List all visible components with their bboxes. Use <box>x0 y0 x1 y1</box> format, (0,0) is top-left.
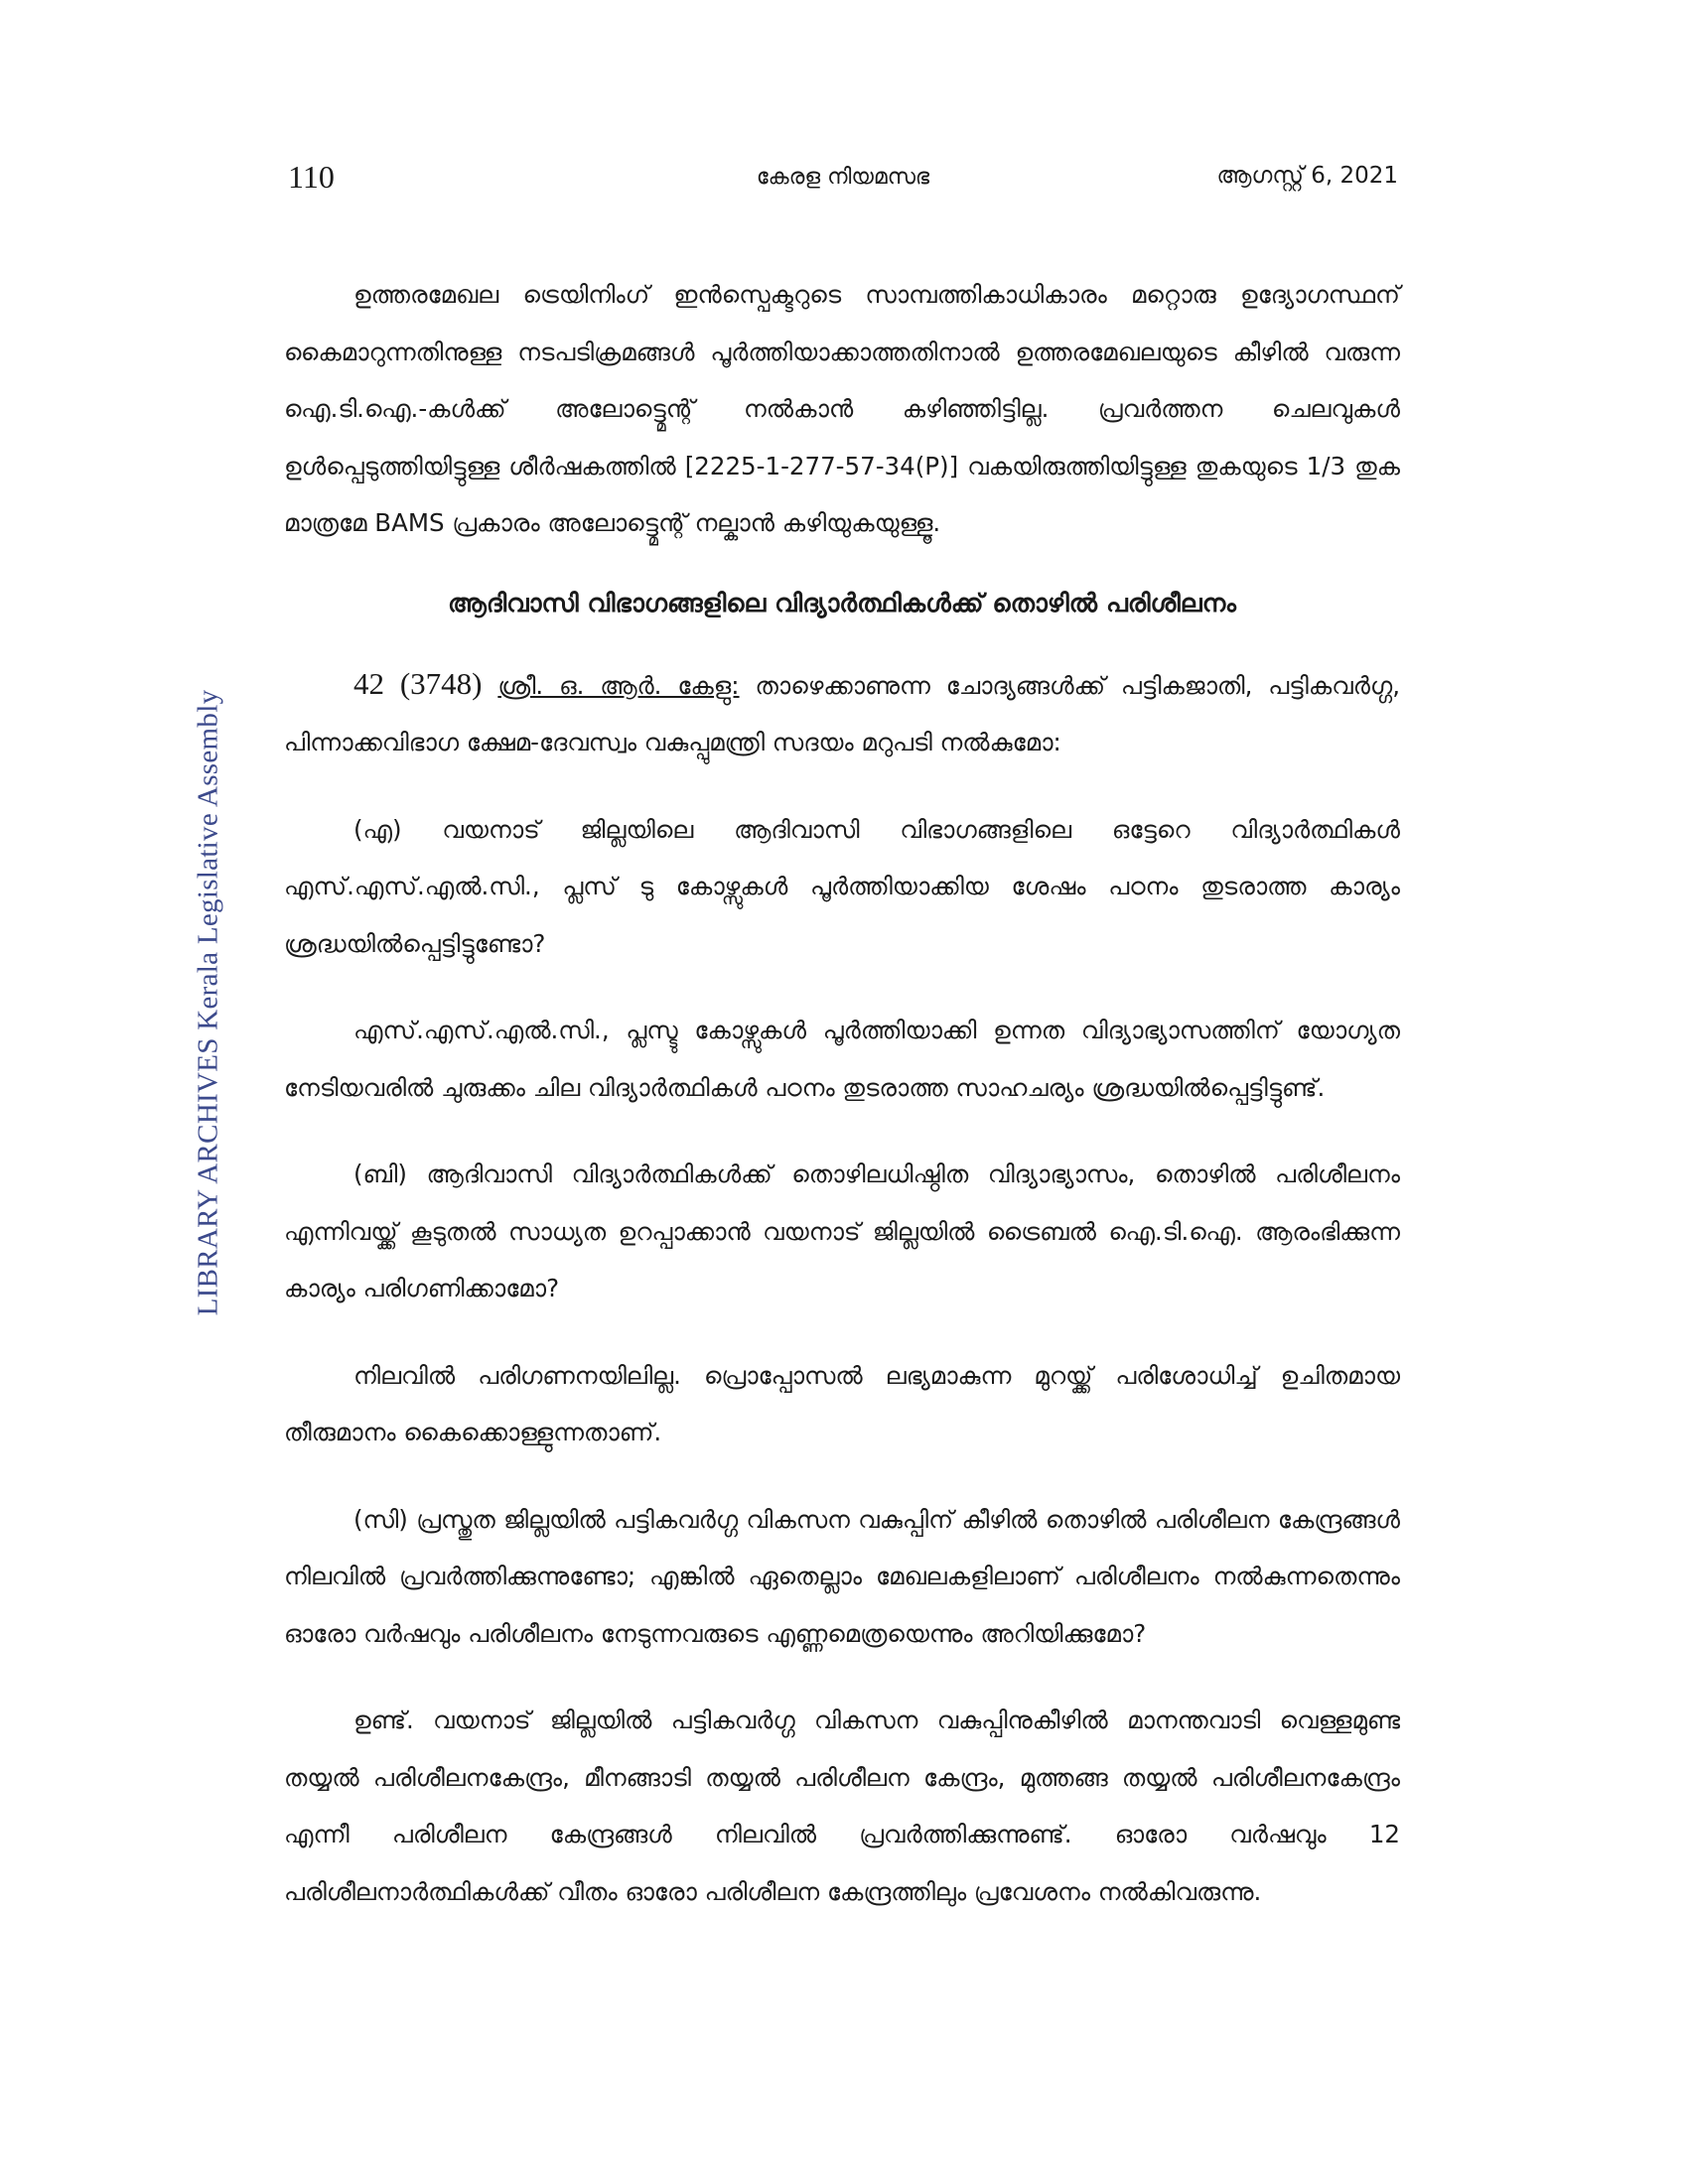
document-body <box>284 266 1400 1950</box>
question-item-c: (സി) പ്രസ്തുത ജില്ലയിൽ പട്ടികവർഗ്ഗ വികസന വകുപ്പിന് കീഴിൽ തൊഴിൽ പരിശീലന കേന്ദ്രങ്ങൾ നിലവിൽ പ്രവർത്തിക്കുന്നുണ്ടോ; എങ്കിൽ ഏതെല്ലാം മേഖലകളിലാണ് പരിശീലനം നൽകുന്നതെന്നും ഓരോ വർഷവും പരിശീലനം നേടുന്നവരുടെ എണ്ണമെത്രയെന്നും അറിയിക്കുമോ? <box>284 1504 1400 1648</box>
member-name: ശ്രീ. ഒ. ആർ. കേളു: <box>497 670 740 700</box>
answer-c: ഉണ്ട്. വയനാട് ജില്ലയിൽ പട്ടികവർഗ്ഗ വികസന വകുപ്പിനുകീഴിൽ മാനന്തവാടി വെള്ളമുണ്ട തയ്യൽ പരിശീലനകേന്ദ്രം, മീനങ്ങാടി തയ്യൽ പരിശീലന കേന്ദ്രം, മുത്തങ്ങ തയ്യൽ പരിശീലനകേന്ദ്രം എന്നീ പരിശീലന കേന്ദ്രങ്ങൾ നിലവിൽ പ്രവർത്തിക്കുന്നുണ്ട്. ഓരോ വർഷവും 12 പരിശീലനാർത്ഥികൾക്ക് വീതം ഓരോ പരിശീലന കേന്ദ്രത്തിലും പ്രവേശനം നൽകിവരുന്നു. <box>284 1706 1400 1906</box>
page-number: 110 <box>288 159 335 195</box>
answer-b: നിലവിൽ പരിഗണനയിലില്ല. പ്രൊപ്പോസൽ ലഭ്യമാകുന്ന മുറയ്ക്ക് പരിശോധിച്ച് ഉചിതമായ തീരുമാനം കൈക്കൊള്ളുന്നതാണ്. <box>284 1360 1400 1446</box>
header-date: ആഗസ്റ്റ് 6, 2021 <box>1216 163 1398 189</box>
running-title: കേരള നിയമസഭ <box>756 165 930 190</box>
page-header <box>288 159 1398 218</box>
question-paragraph <box>284 655 1400 771</box>
question-item-b: (ബി) ആദിവാസി വിദ്യാർത്ഥികൾക്ക് തൊഴിലധിഷ്ഠിത വിദ്യാഭ്യാസം, തൊഴിൽ പരിശീലനം എന്നിവയ്ക്ക് കൂടുതൽ സാധ്യത ഉറപ്പാക്കാൻ വയനാട് ജില്ലയിൽ ട്രൈബൽ ഐ.ടി.ഐ. ആരംഭിക്കുന്ന കാര്യം പരിഗണിക്കാമോ? <box>284 1160 1400 1302</box>
library-watermark: LIBRARY ARCHIVES Kerala Legislative Assembly <box>192 689 224 1316</box>
answer-a: എസ്.എസ്.എൽ.സി., പ്ലസ്ടു കോഴ്സുകൾ പൂർത്തിയാക്കി ഉന്നത വിദ്യാഭ്യാസത്തിന് യോഗ്യത നേടിയവരിൽ ചുരുക്കം ചില വിദ്യാർത്ഥികൾ പഠനം തുടരാത്ത സാഹചര്യം ശ്രദ്ധയിൽപ്പെട്ടിട്ടുണ്ട്. <box>284 1016 1400 1102</box>
question-text: താഴെക്കാണുന്ന ചോദ്യങ്ങൾക്ക് പട്ടികജാതി, പട്ടികവർഗ്ഗ, പിന്നാക്കവിഭാഗ ക്ഷേമ-ദേവസ്വം വകുപ്പുമന്ത്രി സദയം മറുപടി നൽകുമോ: <box>284 670 1400 756</box>
question-item-a: (എ) വയനാട് ജില്ലയിലെ ആദിവാസി വിഭാഗങ്ങളിലെ ഒട്ടേറെ വിദ്യാർത്ഥികൾ എസ്.എസ്.എൽ.സി., പ്ലസ് ടു കോഴ്സുകൾ പൂർത്തിയാക്കിയ ശേഷം പഠനം തുടരാത്ത കാര്യം ശ്രദ്ധയിൽപ്പെട്ടിട്ടുണ്ടോ? <box>284 814 1400 958</box>
intro-paragraph: ഉത്തരമേഖല ട്രെയിനിംഗ് ഇൻസ്പെക്ടറുടെ സാമ്പത്തികാധികാരം മറ്റൊരു ഉദ്യോഗസ്ഥന് കൈമാറുന്നതിനുള്ള നടപടിക്രമങ്ങൾ പൂർത്തിയാക്കാത്തതിനാൽ ഉത്തരമേഖലയുടെ കീഴിൽ വരുന്ന ഐ.ടി.ഐ.-കൾക്ക് അലോട്ട്മെന്റ് നൽകാൻ കഴിഞ്ഞിട്ടില്ല. പ്രവർത്തന ചെലവുകൾ ഉൾപ്പെടുത്തിയിട്ടുള്ള ശീർഷകത്തിൽ [2225-1-277-57-34(P)] വകയിരുത്തിയിട്ടുള്ള തുകയുടെ 1/3 തുക മാത്രമേ BAMS പ്രകാരം അലോട്ട്മെന്റ് നല്കാൻ കഴിയുകയുള്ളൂ. <box>284 280 1400 537</box>
question-number: 42 (3748) <box>353 665 483 701</box>
section-heading: ആദിവാസി വിഭാഗങ്ങളിലെ വിദ്യാർത്ഥികൾക്ക് തൊഴിൽ പരിശീലനം <box>448 588 1236 618</box>
